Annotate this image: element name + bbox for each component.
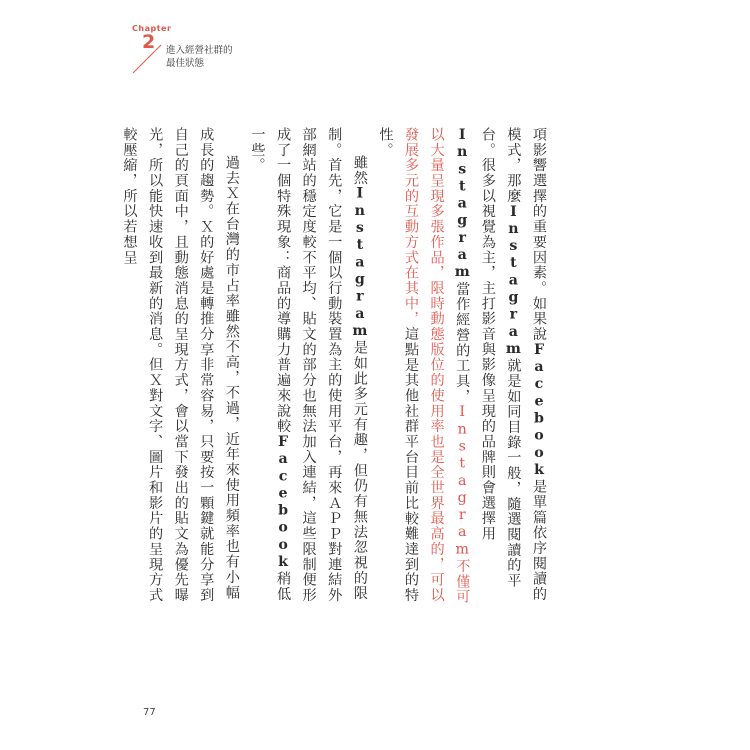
paragraph-2 <box>244 127 372 612</box>
text-run: 是如此多元有趣，但仍有無法忽視的限制。首先，它是一個以行動裝置為主的使用平台，再來ＡＰＰ對連結外部網站的穩定度較不平均、貼文的部分也無法加入連結，這些限制便形成了一個特殊現象：商品的導購力普遍來說較 <box>275 127 368 603</box>
paragraph-1 <box>372 127 551 612</box>
text-run: 這點是其他社群平台目前比較難達到的特性。 <box>377 127 420 603</box>
text-run: Facebook <box>275 434 292 572</box>
chapter-number: 2 <box>142 31 156 53</box>
text-run: Instagram <box>505 203 522 359</box>
text-run: 稍低一些。 <box>249 127 292 602</box>
text-run: Facebook <box>531 341 547 480</box>
text-run: 不僅可以大量呈現多張作品，限時動態版位的使用率也是全世界最高的，可以發展多元的互動方式在其中， <box>403 127 471 605</box>
chapter-label: Chapter <box>132 24 172 33</box>
chapter-title-line1: 進入經營社群的 <box>166 45 233 56</box>
chapter-slash-divider <box>132 44 162 74</box>
text-run: 就是如同目錄一般，隨選閱讀的平台。很多以視覺為主，主打影音與影像呈現的品牌則會選擇用 <box>479 127 522 589</box>
text-run: 過去Ｘ在台灣的市占率雖然不高，不過，近年來使用頻率也有小幅成長的趨勢。Ｘ的好處是轉推分享非常容易，只要按一顆鍵就能分享到自己的頁面中，且動態消息的呈現方式，會以當下發出的貼文為優先曝光，所以能快速收到最新的消息。但Ｘ對文字、圖片和影片的呈現方式較壓縮，所以若想呈 <box>121 127 240 603</box>
text-run: 雖然 <box>351 155 368 187</box>
body-text <box>121 127 551 612</box>
text-run: 項影響選擇的重要因素。如果說 <box>531 127 547 342</box>
paragraph-3 <box>116 127 244 612</box>
chapter-title-line2: 最佳狀態 <box>166 58 205 69</box>
text-run: Instagram <box>454 404 471 559</box>
page-number: 77 <box>143 707 156 718</box>
text-run: Instagram <box>454 127 471 282</box>
text-run: Instagram <box>351 186 368 341</box>
text-run: 是單篇依序閱讀的模式，那麼 <box>505 127 547 602</box>
chapter-title <box>166 44 286 70</box>
text-run: 當作經營的工具， <box>454 281 471 405</box>
